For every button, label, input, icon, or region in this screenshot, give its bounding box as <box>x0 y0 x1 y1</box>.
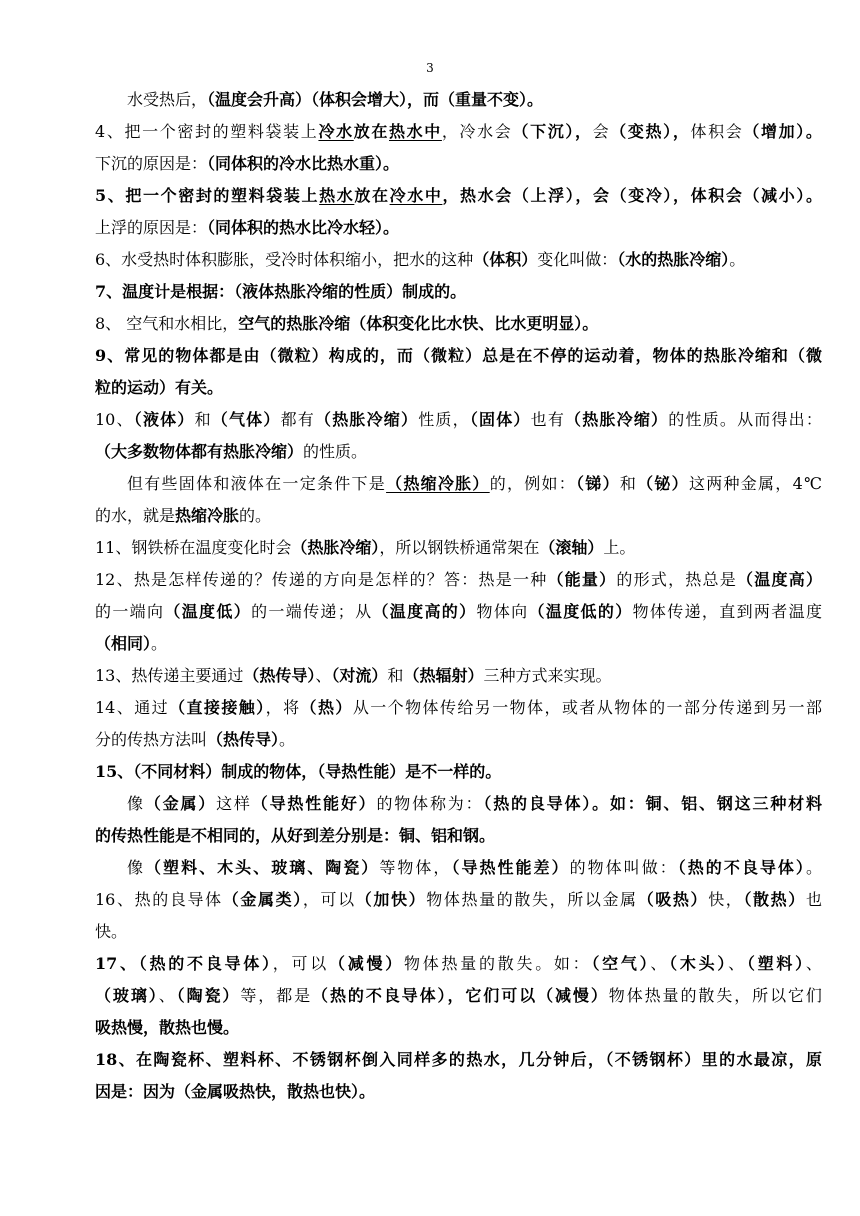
text-segment: 下沉的原因是： <box>95 154 208 173</box>
bold-text: 吸热慢，散热也慢。 <box>95 1018 240 1037</box>
text-segment: ，将 <box>265 698 301 717</box>
bold-text: 7、温度计是根据：（液体热胀冷缩的性质）制成的。 <box>95 282 467 301</box>
bold-text: （热的不良导体），它们可以（减慢） <box>312 986 609 1005</box>
bold-text: （加快） <box>355 890 427 909</box>
text-segment: 都有 <box>280 410 315 429</box>
bold-text: 的传热性能是不相同的，从好到差分别是：铜、铝和钢。 <box>95 826 496 845</box>
text-line <box>95 596 822 628</box>
bold-text: （温度高的） <box>372 602 477 621</box>
text-segment: 水受热后， <box>127 90 208 109</box>
text-segment: 上。 <box>603 538 636 557</box>
text-segment: 物体热量的散失，所以它们 <box>608 986 822 1005</box>
text-segment: 的性质。从而得出： <box>668 410 822 429</box>
bold-text: （铋） <box>637 474 689 493</box>
text-segment: 物体向 <box>476 602 529 621</box>
text-line <box>95 436 822 468</box>
underlined-text: 热水 <box>319 186 355 205</box>
text-line <box>95 724 822 756</box>
bold-text: （木头） <box>669 954 729 973</box>
text-segment: 的一端向 <box>95 602 165 621</box>
text-segment: 、 <box>315 666 332 685</box>
text-line <box>95 884 822 916</box>
text-line <box>95 948 822 980</box>
bold-text: 9、常见的物体都是由（微粒）构成的，而（微粒）总是在不停的运动着，物体的热胀冷缩和（微 <box>95 346 822 365</box>
bold-text: （变热）， <box>610 122 691 141</box>
text-segment: 分的传热方法叫 <box>95 730 208 749</box>
text-segment: 的物体称为： <box>376 794 484 813</box>
text-segment: 上浮的原因是： <box>95 218 208 237</box>
bold-text: （下沉）， <box>512 122 593 141</box>
bold-text: （热） <box>300 698 353 717</box>
text-segment: ，冷水会 <box>441 122 513 141</box>
bold-text: （导热性能差） <box>451 858 570 877</box>
bold-text: （空气） <box>591 954 651 973</box>
text-line <box>95 308 822 340</box>
text-segment: 会 <box>592 122 611 141</box>
text-segment: 也 <box>805 890 822 909</box>
text-line <box>95 84 822 116</box>
text-line <box>95 244 822 276</box>
bold-text: （散热） <box>743 890 806 909</box>
text-line <box>95 1044 822 1076</box>
text-segment: 。 <box>805 858 822 877</box>
text-segment: 变化叫做： <box>537 250 618 269</box>
text-segment: 快。 <box>95 922 128 941</box>
text-line <box>95 340 822 372</box>
text-line <box>95 404 822 436</box>
text-line <box>95 980 822 1012</box>
bold-text: （热胀冷缩） <box>565 410 669 429</box>
bold-text: （热传导） <box>243 666 316 685</box>
bold-text: （温度低） <box>164 602 252 621</box>
bold-text: （对流） <box>331 666 388 685</box>
text-segment: 三种方式来实现。 <box>483 666 612 685</box>
text-segment: ，可以 <box>272 954 329 973</box>
bold-text: （热胀冷缩） <box>291 538 380 557</box>
text-segment: 4、把一个密封的塑料袋装上 <box>95 122 319 141</box>
text-segment: 和 <box>619 474 638 493</box>
bold-text: （温度高） <box>737 570 822 589</box>
bold-text: 热缩冷胀 <box>175 506 240 525</box>
bold-text: （增加）。 <box>743 122 822 141</box>
bold-text: （体积） <box>473 250 538 269</box>
bold-text: （滚轴） <box>539 538 604 557</box>
bold-text: （相同） <box>95 634 152 653</box>
bold-text: 放在 <box>353 122 389 141</box>
bold-text: 粒的运动）有关。 <box>95 378 224 397</box>
text-segment: 13、热传递主要通过 <box>95 666 244 685</box>
text-segment: 。 <box>279 730 296 749</box>
text-segment: 和 <box>194 410 212 429</box>
underlined-text: 冷水中 <box>389 186 443 205</box>
bold-text: （陶瓷） <box>176 986 241 1005</box>
text-line <box>95 820 822 852</box>
text-line <box>95 116 822 148</box>
bold-text: （直接接触） <box>169 698 266 717</box>
text-line <box>95 660 822 692</box>
bold-text: （气体） <box>211 410 281 429</box>
text-segment: 这两种金属，4℃ <box>688 474 822 493</box>
text-line <box>95 148 822 180</box>
underlined-text: （热缩冷胀） <box>386 474 490 493</box>
bold-text: （塑料） <box>746 954 806 973</box>
text-segment: 、 <box>805 954 822 973</box>
bold-text: （锑） <box>576 474 620 493</box>
bold-text: 17、（热的不良导体） <box>95 954 273 973</box>
bold-text: （热的良导体）。如：铜、铝、钢这三种材料 <box>483 794 822 813</box>
bold-text: 15、（不同材料）制成的物体，（导热性能）是不一样的。 <box>95 762 502 781</box>
text-segment: 物体热量的散失，所以金属 <box>426 890 638 909</box>
text-segment: ，可以 <box>302 890 356 909</box>
text-segment: 等，都是 <box>240 986 313 1005</box>
text-segment: 这样 <box>216 794 252 813</box>
underlined-text: 热水中 <box>389 122 442 141</box>
bold-text: （温度低的） <box>528 602 633 621</box>
text-segment: 14、通过 <box>95 698 170 717</box>
text-segment: 从一个物体传给另一物体，或者从物体的一部分传递到另一部 <box>352 698 822 717</box>
text-segment: 等物体， <box>379 858 452 877</box>
text-segment: 的。 <box>239 506 272 525</box>
text-segment: 10、 <box>95 410 134 429</box>
bold-text: （导热性能好） <box>251 794 377 813</box>
text-segment: 物体传递，直到两者温度 <box>632 602 822 621</box>
text-segment: ，所以钢铁桥通常架在 <box>379 538 540 557</box>
text-segment: 6、水受热时体积膨胀，受冷时体积缩小，把水的这种 <box>95 250 474 269</box>
bold-text: 空气的热胀冷缩（体积变化比水快、比水更明显）。 <box>238 314 599 333</box>
bold-text: （同体积的冷水比热水重）。 <box>207 154 400 173</box>
bold-text: （热的不良导体） <box>677 858 806 877</box>
text-line <box>95 852 822 884</box>
text-line <box>95 628 822 660</box>
bold-text: （温度会升高）（体积会增大），而（重量不变）。 <box>207 90 544 109</box>
text-segment: 快， <box>708 890 744 909</box>
text-segment: 体积会 <box>690 122 744 141</box>
text-segment: 和 <box>387 666 404 685</box>
bold-text: （固体） <box>469 410 531 429</box>
text-segment: 16、热的良导体 <box>95 890 223 909</box>
text-segment: 的形式，热总是 <box>616 570 738 589</box>
text-segment: 8、 空气和水相比， <box>95 314 239 333</box>
text-segment: 11、钢铁桥在温度变化时会 <box>95 538 292 557</box>
text-line <box>95 212 822 244</box>
bold-text: （热辐射） <box>403 666 484 685</box>
bold-text: （塑料、木头、玻璃、陶瓷） <box>145 858 380 877</box>
bold-text: ，热水会（上浮），会（变冷），体积会（减小）。 <box>442 186 822 205</box>
text-segment: 但有些固体和液体在一定条件下是 <box>127 474 387 493</box>
underlined-text: 冷水 <box>318 122 354 141</box>
text-segment: 像 <box>127 794 145 813</box>
text-line <box>95 532 822 564</box>
bold-text: 18、在陶瓷杯、塑料杯、不锈钢杯倒入同样多的热水，几分钟后，（不锈钢杯）里的水最凉，原 <box>95 1050 822 1069</box>
bold-text: （液体） <box>133 410 195 429</box>
text-segment: 。 <box>729 250 746 269</box>
text-segment: 的，例如： <box>489 474 577 493</box>
text-line <box>95 1076 822 1108</box>
document-body <box>95 84 822 1108</box>
text-segment: 的一端传递；从 <box>251 602 373 621</box>
bold-text: （减慢） <box>328 954 404 973</box>
text-line <box>95 692 822 724</box>
bold-text: 5、把一个密封的塑料袋装上 <box>95 186 320 205</box>
bold-text: （水的热胀冷缩） <box>617 250 730 269</box>
text-line <box>95 756 822 788</box>
text-segment: 的性质。 <box>303 442 368 461</box>
text-segment: 的水，就是 <box>95 506 176 525</box>
bold-text: （金属） <box>144 794 217 813</box>
text-segment: 像 <box>127 858 146 877</box>
text-line <box>95 468 822 500</box>
bold-text: （玻璃） <box>95 986 159 1005</box>
text-segment: 性质， <box>418 410 470 429</box>
text-line <box>95 564 822 596</box>
text-line <box>95 1012 822 1044</box>
text-line <box>95 500 822 532</box>
bold-text: （热胀冷缩） <box>315 410 419 429</box>
text-segment: 12、热是怎样传递的？传递的方向是怎样的？答：热是一种 <box>95 570 548 589</box>
bold-text: （金属类） <box>222 890 303 909</box>
text-line <box>95 372 822 404</box>
text-segment: 的物体叫做： <box>569 858 678 877</box>
text-segment: 、 <box>650 954 670 973</box>
text-segment: 。 <box>151 634 168 653</box>
text-line <box>95 788 822 820</box>
text-segment: 、 <box>158 986 177 1005</box>
bold-text: 放在 <box>354 186 390 205</box>
bold-text: （吸热） <box>637 890 709 909</box>
page-number: 3 <box>426 61 434 75</box>
bold-text: （大多数物体都有热胀冷缩） <box>95 442 304 461</box>
bold-text: （热传导） <box>207 730 280 749</box>
bold-text: 因是：因为（金属吸热快，散热也快）。 <box>95 1082 376 1101</box>
text-segment: 、 <box>728 954 747 973</box>
bold-text: （同体积的热水比冷水轻）。 <box>207 218 400 237</box>
text-line <box>95 916 822 948</box>
text-line <box>95 180 822 212</box>
text-line <box>95 276 822 308</box>
bold-text: （能量） <box>547 570 617 589</box>
text-segment: 物体热量的散失。如： <box>403 954 592 973</box>
text-segment: 也有 <box>530 410 566 429</box>
